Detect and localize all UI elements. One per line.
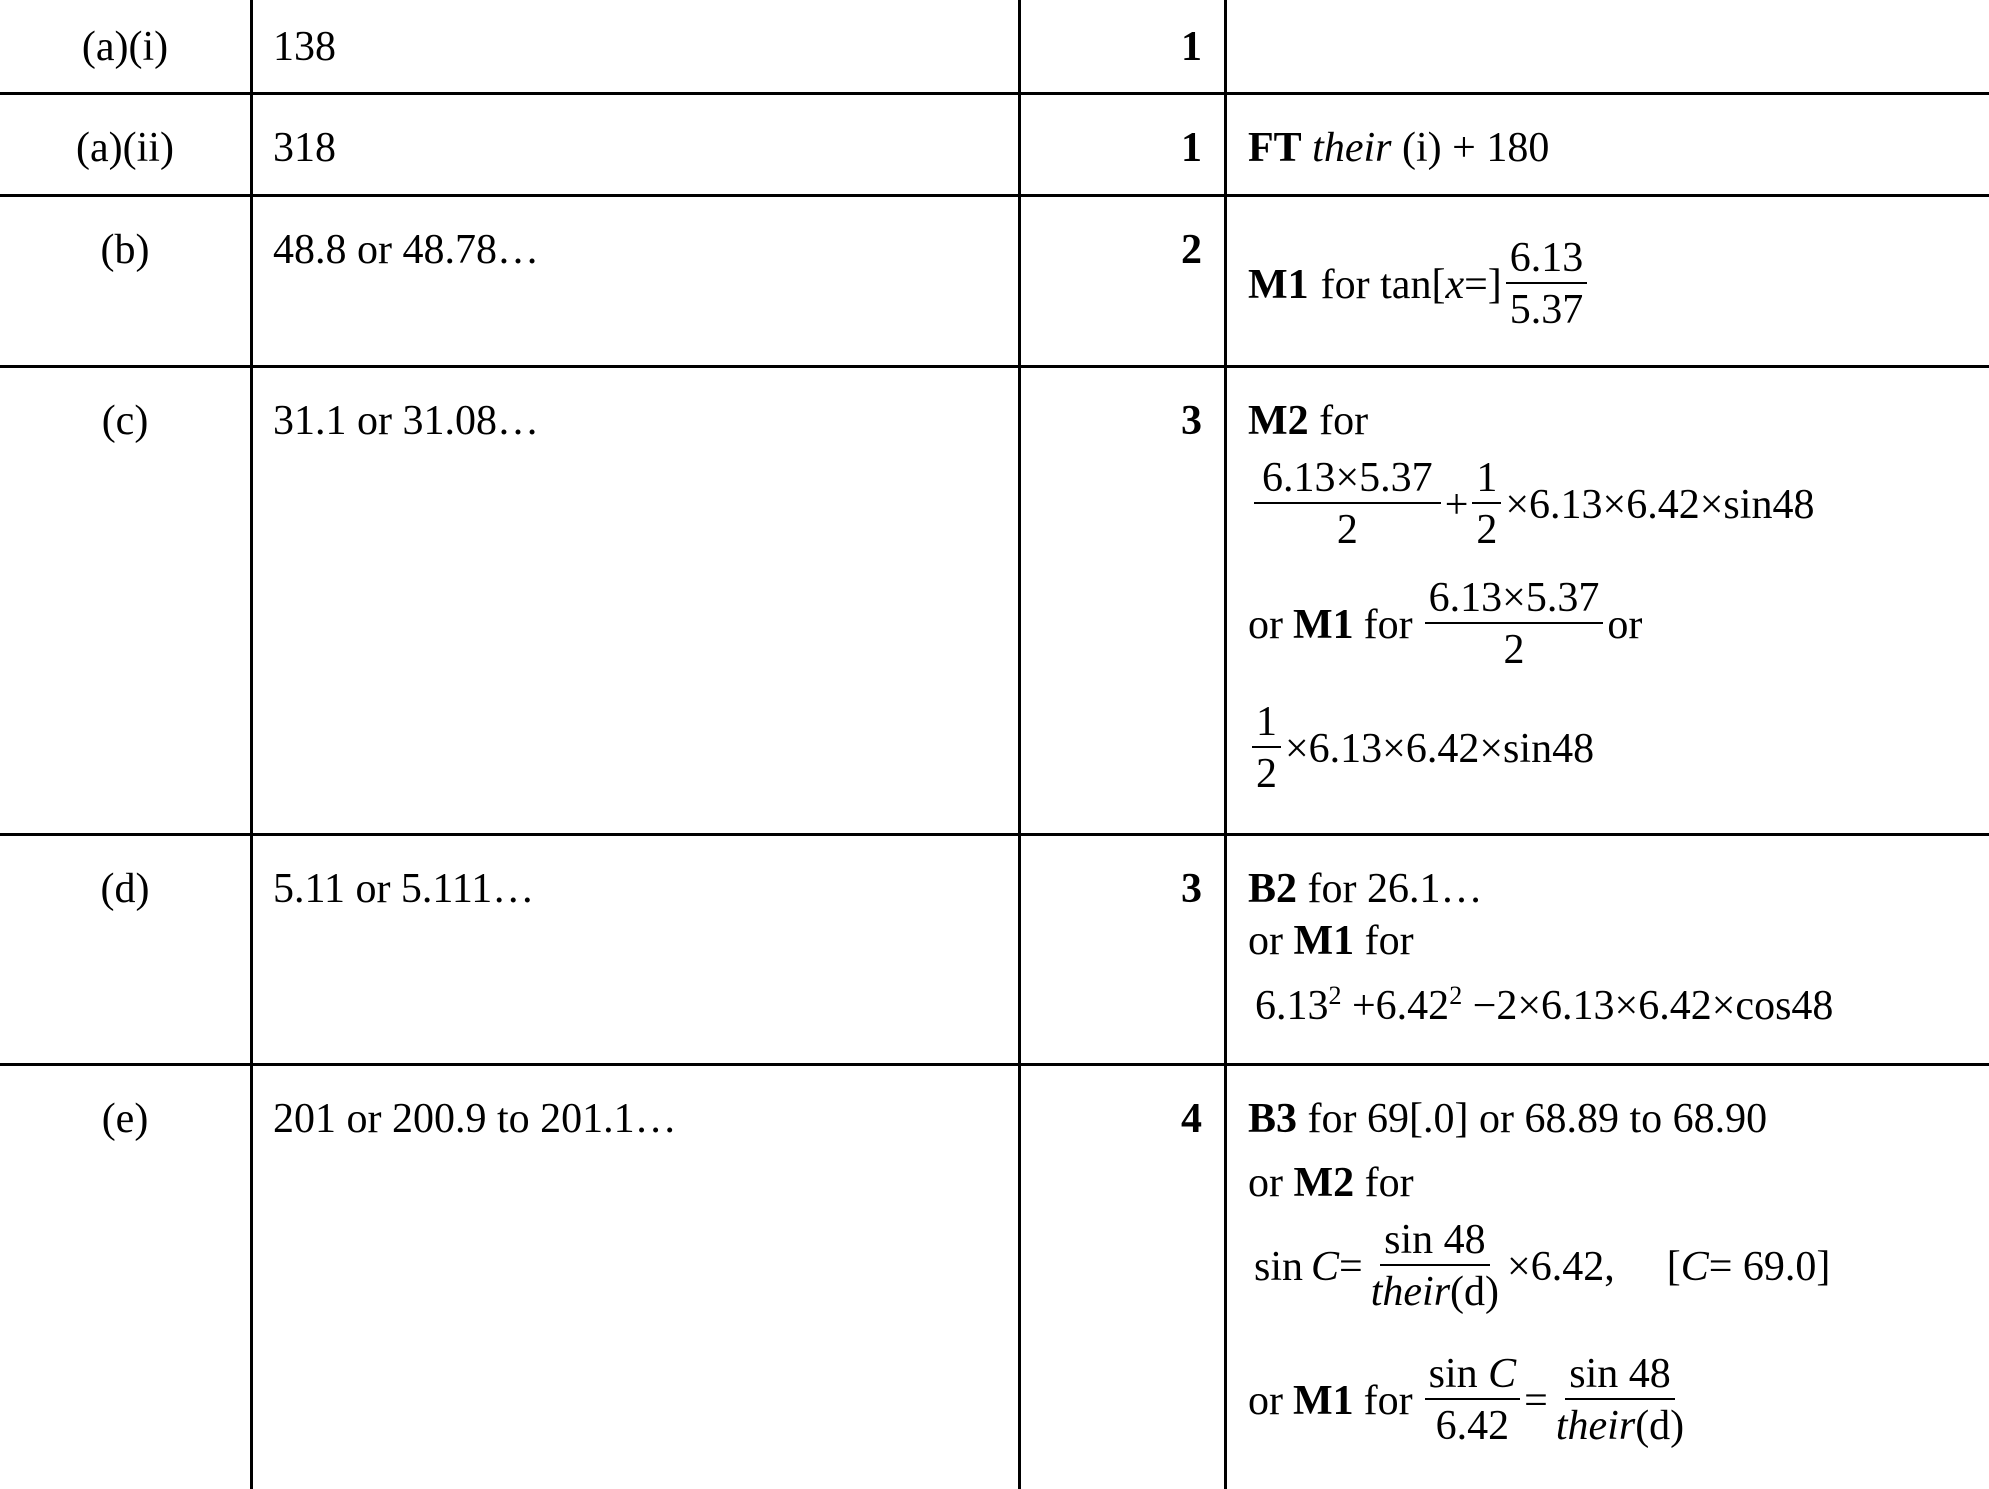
- fraction: [1552, 1352, 1688, 1450]
- guidance-formula: [1255, 981, 1834, 1029]
- part-label: (d): [100, 866, 150, 912]
- guidance-text: for tan[: [1320, 262, 1446, 308]
- their-text: their: [1370, 1268, 1451, 1315]
- c-variable: C: [1680, 1244, 1709, 1290]
- formula-text: [: [1666, 1244, 1681, 1290]
- operator: =: [1524, 1378, 1548, 1424]
- guidance-text: or: [1248, 1160, 1294, 1206]
- guidance-text: for 69[.0] or 68.89 to 68.90: [1297, 1096, 1768, 1142]
- formula-text: ×6.13×6.42×sin48: [1285, 726, 1595, 772]
- guidance-text: or: [1248, 1378, 1283, 1424]
- fraction-numerator: 1: [1472, 456, 1501, 504]
- formula-text: (d): [1450, 1268, 1500, 1315]
- answer: 318: [273, 125, 336, 171]
- guidance-text: for: [1363, 602, 1413, 648]
- guidance-formula: [1248, 694, 1594, 804]
- guidance: [1248, 226, 1591, 344]
- marks: 3: [1181, 866, 1202, 912]
- m2-code: M2: [1248, 398, 1309, 444]
- fraction: [1506, 236, 1588, 334]
- exponent: 2: [1449, 981, 1463, 1010]
- fraction: [1425, 576, 1604, 674]
- answer: 48.8 or 48.78…: [273, 227, 539, 273]
- fraction-numerator: 6.13×5.37: [1254, 456, 1441, 504]
- answer: 31.1 or 31.08…: [273, 398, 539, 444]
- x-variable: x: [1445, 262, 1465, 308]
- fraction-numerator: sin 48: [1565, 1352, 1675, 1400]
- guidance-formula: [1248, 570, 1642, 680]
- their-text: their: [1312, 125, 1392, 171]
- fraction: [1472, 456, 1501, 554]
- part-label: (a)(ii): [76, 125, 174, 171]
- fraction-numerator: sin 48: [1380, 1218, 1490, 1266]
- marks: 1: [1181, 24, 1202, 70]
- b2-code: B2: [1248, 866, 1298, 912]
- guidance-text: or: [1248, 918, 1294, 964]
- guidance-formula: [1250, 450, 1814, 560]
- guidance-text: or: [1248, 602, 1283, 648]
- formula-text: sin: [1428, 1350, 1478, 1397]
- part-label: (c): [101, 398, 149, 444]
- row-divider: [0, 92, 1989, 95]
- exponent: 2: [1328, 981, 1342, 1010]
- operator: =: [1339, 1244, 1363, 1290]
- fraction-denominator: [1552, 1400, 1688, 1450]
- their-text: their: [1555, 1402, 1636, 1449]
- answer: 138: [273, 24, 336, 70]
- formula-text: +6.42: [1341, 983, 1450, 1029]
- m1-code: M1: [1293, 602, 1354, 648]
- row-divider: [0, 194, 1989, 197]
- column-divider: [1018, 0, 1021, 1489]
- row-divider: [0, 833, 1989, 836]
- guidance-text: for: [1354, 1160, 1414, 1206]
- guidance-formula: [1248, 1346, 1692, 1456]
- fraction-numerator: [1425, 1352, 1521, 1400]
- guidance-line: [1248, 920, 1414, 962]
- fraction: [1367, 1218, 1503, 1316]
- fraction: [1425, 1352, 1521, 1450]
- guidance-text: =]: [1464, 262, 1502, 308]
- fraction-denominator: 2: [1256, 750, 1277, 797]
- m1-code: M1: [1293, 1378, 1354, 1424]
- fraction: [1252, 700, 1281, 798]
- answer: 5.11 or 5.111…: [273, 866, 535, 912]
- formula-text: sin: [1254, 1244, 1304, 1290]
- b3-code: B3: [1248, 1096, 1298, 1142]
- m1-code: M1: [1293, 918, 1355, 964]
- formula-text: ×6.42,: [1507, 1244, 1615, 1290]
- fraction-denominator: 2: [1476, 506, 1498, 553]
- fraction-numerator: 1: [1252, 700, 1281, 748]
- guidance-text: for: [1354, 918, 1414, 964]
- answer: 201 or 200.9 to 201.1…: [273, 1096, 677, 1142]
- marks: 1: [1181, 125, 1202, 171]
- marks: 3: [1181, 398, 1202, 444]
- c-variable: C: [1311, 1244, 1340, 1290]
- m1-code: M1: [1248, 262, 1309, 308]
- fraction-denominator: 5.37: [1509, 286, 1584, 333]
- formula-text: ×6.13×6.42×sin48: [1505, 482, 1815, 528]
- guidance-text: or: [1607, 602, 1643, 648]
- guidance-line: [1248, 1162, 1414, 1204]
- formula-text: = 69.0]: [1708, 1244, 1831, 1290]
- row-divider: [0, 1063, 1989, 1066]
- part-label: (e): [101, 1096, 149, 1142]
- part-label: (b): [100, 227, 150, 273]
- part-label: (a)(i): [81, 24, 169, 70]
- column-divider: [250, 0, 253, 1489]
- guidance-text: for: [1363, 1378, 1413, 1424]
- guidance-line: [1248, 400, 1368, 442]
- fraction-numerator: 6.13: [1506, 236, 1588, 284]
- fraction: [1254, 456, 1441, 554]
- fraction-denominator: [1367, 1266, 1503, 1316]
- formula-text: 6.13: [1255, 983, 1329, 1029]
- c-variable: C: [1488, 1350, 1517, 1397]
- fraction-denominator: 2: [1336, 506, 1358, 553]
- guidance-text: for 26.1…: [1297, 866, 1483, 912]
- fraction-numerator: 6.13×5.37: [1425, 576, 1604, 624]
- m2-code: M2: [1293, 1160, 1355, 1206]
- guidance-line: [1248, 868, 1483, 910]
- fraction-denominator: 2: [1503, 626, 1525, 673]
- formula-text: −2×6.13×6.42×cos48: [1462, 983, 1834, 1029]
- operator: +: [1444, 482, 1469, 528]
- marks: 2: [1181, 227, 1202, 273]
- column-divider: [1224, 0, 1227, 1489]
- marks: 4: [1181, 1096, 1202, 1142]
- guidance-line: [1248, 1098, 1767, 1140]
- formula-text: (d): [1635, 1402, 1685, 1449]
- row-divider: [0, 365, 1989, 368]
- ft-code: FT: [1248, 125, 1302, 171]
- guidance-text: for: [1308, 398, 1369, 444]
- guidance-formula: [1254, 1212, 1830, 1322]
- guidance: [1248, 127, 1549, 169]
- guidance-text: (i) + 180: [1402, 125, 1550, 171]
- fraction-denominator: 6.42: [1435, 1402, 1510, 1449]
